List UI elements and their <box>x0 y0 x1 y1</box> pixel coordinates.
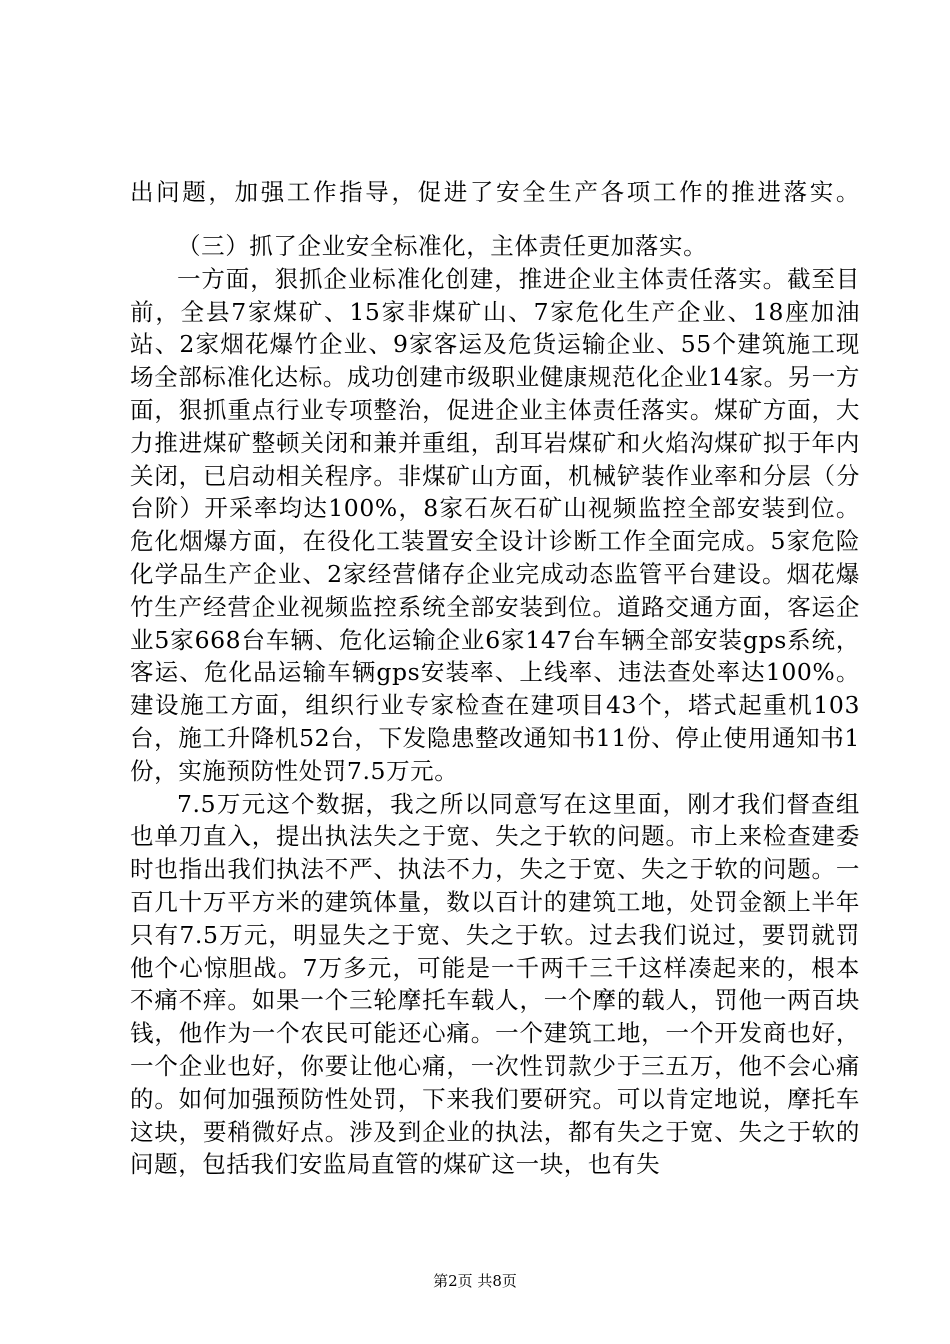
paragraph-1: 一方面，狠抓企业标准化创建，推进企业主体责任落实。截至目前，全县7家煤矿、15家非煤矿山、7家危化生产企业、18座加油站、2家烟花爆竹企业、9家客运及危货运输企业、55个建筑施工现场全部标准化达标。成功创建市级职业健康规范化企业14家。另一方面，狠抓重点行业专项整治，促进企业主体责任落实。煤矿方面，大力推进煤矿整顿关闭和兼并重组，刮耳岩煤矿和火焰沟煤矿拟于年内关闭，已启动相关程序。非煤矿山方面，机械铲装作业率和分层（分台阶）开采率均达100%，8家石灰石矿山视频监控全部安装到位。危化烟爆方面，在役化工装置安全设计诊断工作全面完成。5家危险化学品生产企业、2家经营储存企业完成动态监管平台建设。烟花爆竹生产经营企业视频监控系统全部安装到位。道路交通方面，客运企业5家668台车辆、危化运输企业6家147台车辆全部安装gps系统，客运、危化品运输车辆gps安装率、上线率、违法查处率达100%。建设施工方面，组织行业专家检查在建项目43个，塔式起重机103台，施工升降机52台，下发隐患整改通知书11份、停止使用通知书1份，实施预防性处罚7.5万元。 <box>130 264 861 785</box>
continuation-line: 出问题，加强工作指导，促进了安全生产各项工作的推进落实。 <box>130 178 860 206</box>
document-body <box>130 230 860 1181</box>
section-heading: （三）抓了企业安全标准化，主体责任更加落实。 <box>177 232 708 260</box>
paragraph-2: 7.5万元这个数据，我之所以同意写在这里面，刚才我们督查组也单刀直入，提出执法失之于宽、失之于软的问题。市上来检查建委时也指出我们执法不严、执法不力，失之于宽、失之于软的问题。一百几十万平方米的建筑体量，数以百计的建筑工地，处罚金额上半年只有7.5万元，明显失之于宽、失之于软。过去我们说过，要罚就罚他个心惊胆战。7万多元，可能是一千两千三千这样凑起来的，根本不痛不痒。如果一个三轮摩托车载人，一个摩的载人，罚他一两百块钱，他作为一个农民可能还心痛。一个建筑工地，一个开发商也好，一个企业也好，你要让他心痛，一次性罚款少于三五万，他不会心痛的。如何加强预防性处罚，下来我们要研究。可以肯定地说，摩托车这块，要稍微好点。涉及到企业的执法，都有失之于宽、失之于软的问题，包括我们安监局直管的煤矿这一块，也有失 <box>130 789 860 1179</box>
page-number-footer: 第2页 共8页 <box>433 1272 517 1290</box>
